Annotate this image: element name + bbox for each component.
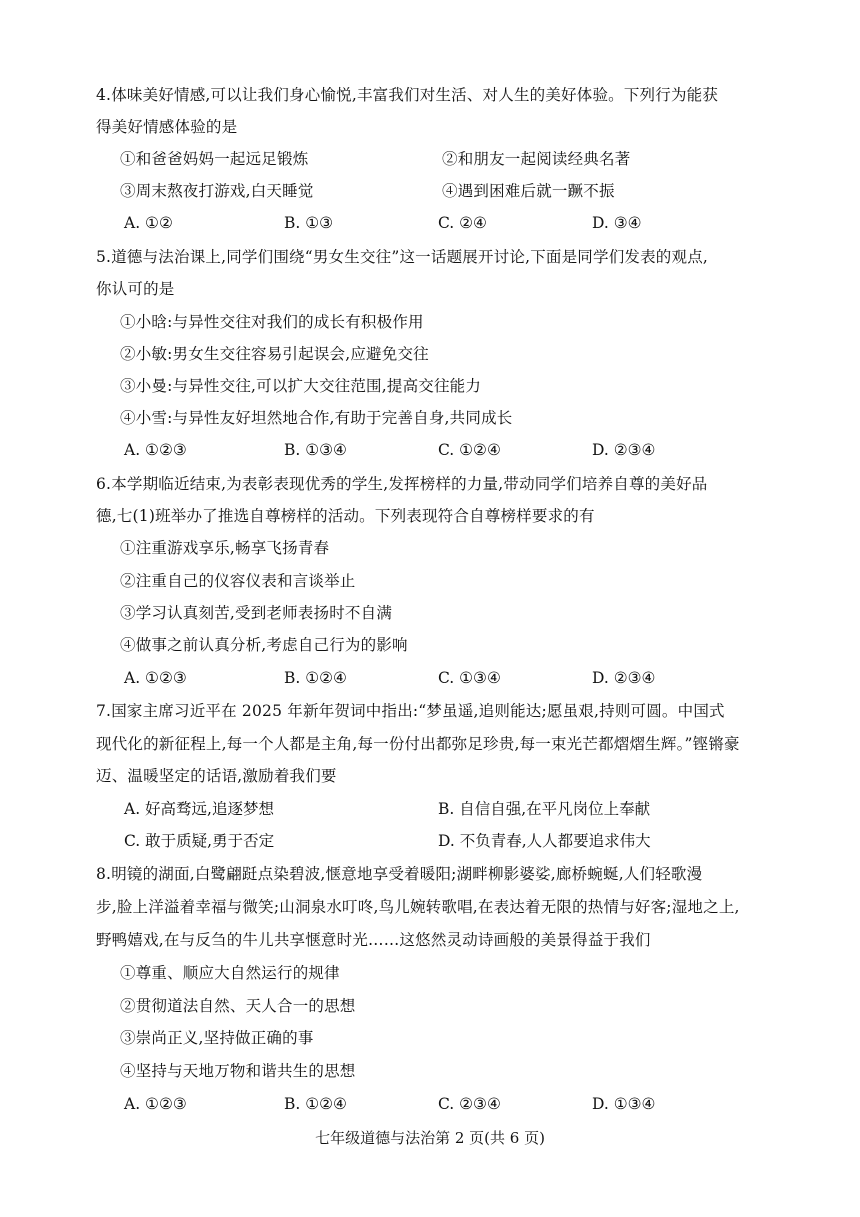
q4-statement-3: ③周末熬夜打游戏,白天睡觉 [120, 182, 314, 200]
q8-stem-line1: 8.明镜的湖面,白鹭翩跹点染碧波,惬意地享受着暖阳;湖畔柳影婆娑,廊桥蜿蜒,人们轻歌漫 [96, 865, 703, 883]
q8-statement-4: ④坚持与天地万物和谐共生的思想 [120, 1062, 356, 1080]
q6-statement-1: ①注重游戏享乐,畅享飞扬青春 [120, 539, 330, 557]
q6-option-d: D. ②③④ [592, 669, 656, 687]
q6-statement-2: ②注重自己的仪容仪表和言谈举止 [120, 572, 356, 590]
q6-stem-line1: 6.本学期临近结束,为表彰表现优秀的学生,发挥榜样的力量,带动同学们培养自尊的美好品 [96, 475, 708, 493]
q8-option-c: C. ②③④ [438, 1095, 501, 1113]
q8-statement-1: ①尊重、顺应大自然运行的规律 [120, 964, 340, 982]
q4-stem-line1: 4.体味美好情感,可以让我们身心愉悦,丰富我们对生活、对人生的美好体验。下列行为能获 [96, 86, 719, 104]
q6-option-a: A. ①②③ [124, 669, 187, 687]
q8-statement-3: ③崇尚正义,坚持做正确的事 [120, 1029, 314, 1047]
q8-stem-line2: 步,脸上洋溢着幸福与微笑;山洞泉水叮咚,鸟儿婉转歌唱,在表达着无限的热情与好客;湿地之上, [96, 898, 740, 916]
q5-option-c: C. ①②④ [438, 441, 501, 459]
q5-option-d: D. ②③④ [592, 441, 656, 459]
q8-option-a: A. ①②③ [124, 1095, 187, 1113]
q4-statement-1: ①和爸爸妈妈一起远足锻炼 [120, 150, 309, 168]
q6-stem-line2: 德,七(1)班举办了推选自尊榜样的活动。下列表现符合自尊榜样要求的有 [96, 507, 595, 525]
page-footer: 七年级道德与法治第 2 页(共 6 页) [315, 1129, 545, 1147]
q8-stem-line3: 野鸭嬉戏,在与反刍的牛儿共享惬意时光……这悠然灵动诗画般的美景得益于我们 [96, 931, 651, 949]
q5-option-b: B. ①③④ [284, 441, 347, 459]
q7-stem-line1: 7.国家主席习近平在 2025 年新年贺词中指出:“梦虽遥,追则能达;愿虽艰,持则可圆。中国式 [96, 702, 725, 720]
q5-statement-1: ①小晗:与异性交往对我们的成长有积极作用 [120, 313, 424, 331]
q6-statement-3: ③学习认真刻苦,受到老师表扬时不自满 [120, 604, 393, 622]
q5-option-a: A. ①②③ [124, 441, 187, 459]
q4-stem-line2: 得美好情感体验的是 [96, 118, 238, 136]
q4-option-a: A. ①② [124, 214, 173, 232]
q5-statement-3: ③小曼:与异性交往,可以扩大交往范围,提高交往能力 [120, 377, 482, 395]
q6-statement-4: ④做事之前认真分析,考虑自己行为的影响 [120, 636, 408, 654]
q4-statement-2: ②和朋友一起阅读经典名著 [442, 150, 631, 168]
q6-option-b: B. ①②④ [284, 669, 347, 687]
q4-statement-4: ④遇到困难后就一蹶不振 [442, 182, 615, 200]
q8-option-d: D. ①③④ [592, 1095, 656, 1113]
q8-statement-2: ②贯彻道法自然、天人合一的思想 [120, 997, 356, 1015]
q7-option-c: C. 敢于质疑,勇于否定 [124, 832, 275, 850]
q5-stem-line1: 5.道德与法治课上,同学们围绕“男女生交往”这一话题展开讨论,下面是同学们发表的观点, [96, 248, 709, 266]
q7-stem-line2: 现代化的新征程上,每一个人都是主角,每一份付出都弥足珍贵,每一束光芒都熠熠生辉。”铿锵豪 [96, 735, 740, 753]
q7-stem-line3: 迈、温暖坚定的话语,激励着我们要 [96, 767, 337, 785]
q7-option-b: B. 自信自强,在平凡岗位上奉献 [438, 800, 651, 818]
q7-option-d: D. 不负青春,人人都要追求伟大 [438, 832, 651, 850]
q5-stem-line2: 你认可的是 [96, 280, 175, 298]
q8-option-b: B. ①②④ [284, 1095, 347, 1113]
q7-option-a: A. 好高骛远,追逐梦想 [124, 800, 274, 818]
q4-option-c: C. ②④ [438, 214, 487, 232]
q4-option-b: B. ①③ [284, 214, 334, 232]
q6-option-c: C. ①③④ [438, 669, 501, 687]
q5-statement-2: ②小敏:男女生交往容易引起误会,应避免交往 [120, 345, 429, 363]
q4-option-d: D. ③④ [592, 214, 642, 232]
q5-statement-4: ④小雪:与异性友好坦然地合作,有助于完善自身,共同成长 [120, 409, 513, 427]
